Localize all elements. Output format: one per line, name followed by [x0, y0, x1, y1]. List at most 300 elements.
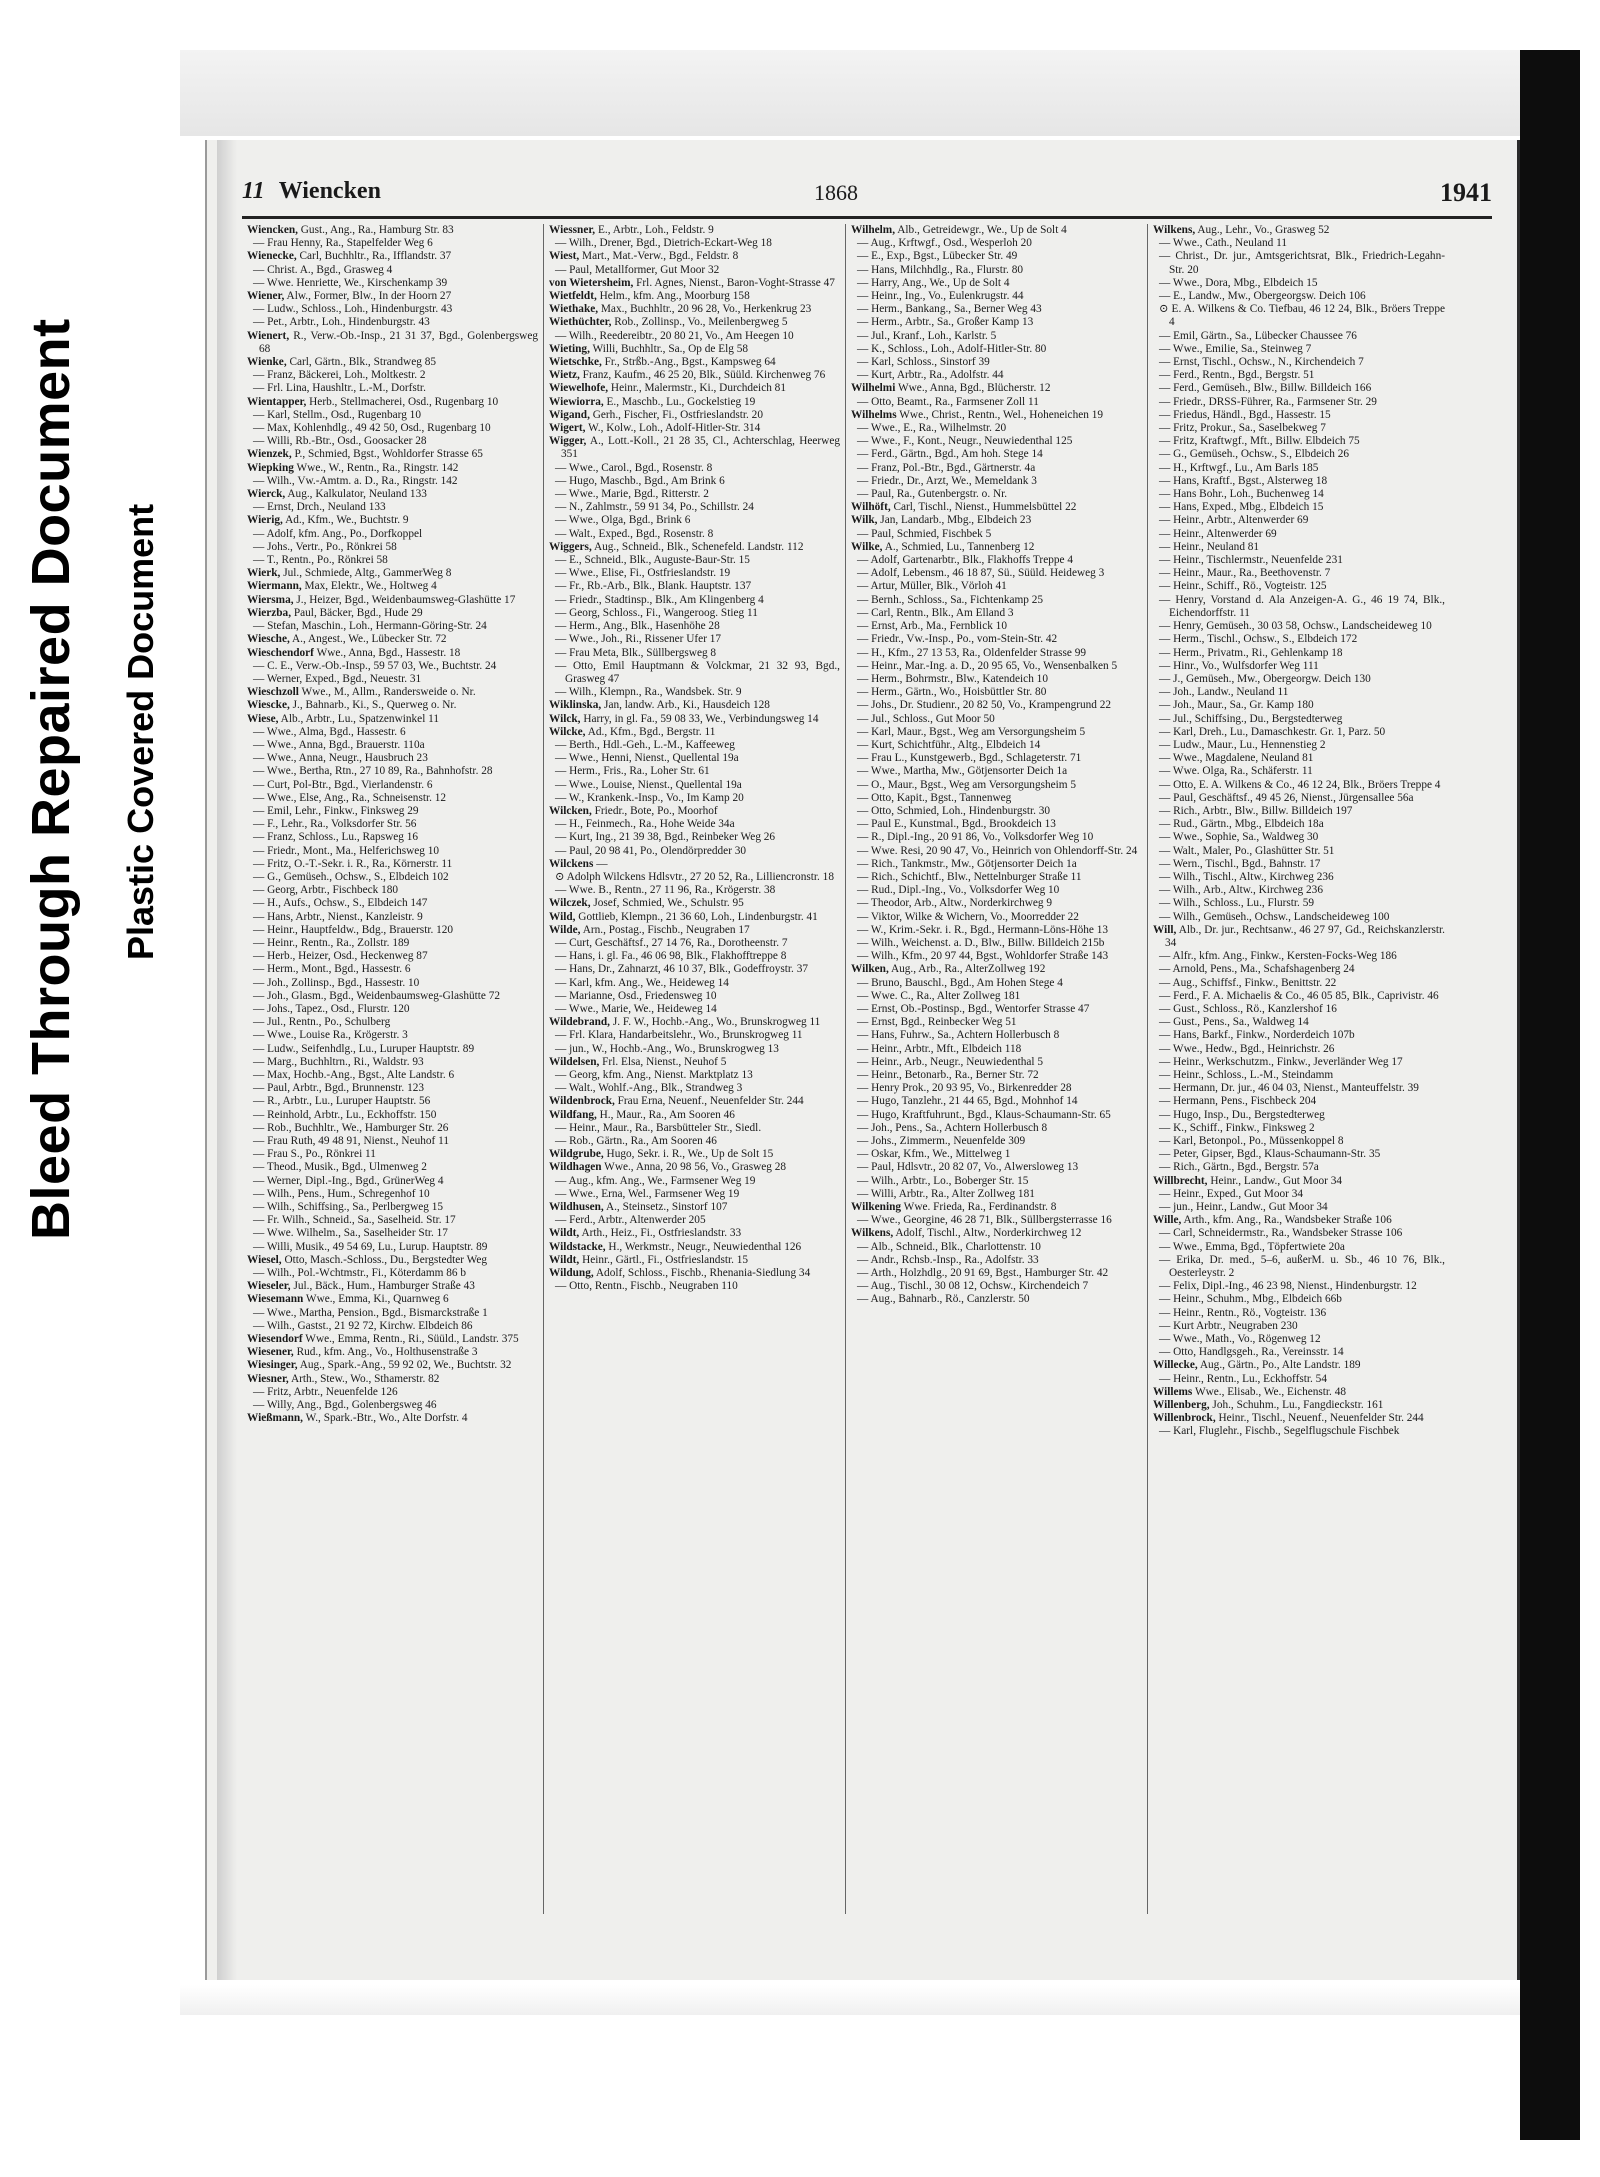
- scan-top-edge: [180, 50, 1520, 136]
- entry-text: —: [593, 857, 608, 870]
- entry-text: — E., Landw., Mw., Obergeorgsw. Deich 106: [1159, 290, 1366, 303]
- directory-entry: [247, 620, 538, 633]
- directory-entry: [549, 884, 840, 897]
- directory-entry: [247, 1095, 538, 1108]
- directory-entry: [247, 1056, 538, 1069]
- directory-entry: [1153, 541, 1445, 554]
- directory-entry: [549, 937, 840, 950]
- entry-text: — Paul, Hdlsvtr., 20 82 07, Vo., Alwersloweg 13: [857, 1161, 1079, 1174]
- directory-entry: [549, 739, 840, 752]
- entry-text: Heinr., Malermstr., Ki., Durchdeich 81: [608, 382, 786, 395]
- directory-entry: [549, 765, 840, 778]
- directory-entry: [1153, 1148, 1445, 1161]
- directory-entry: [247, 330, 538, 356]
- directory-entry: [549, 501, 840, 514]
- entry-text: — Franz, Bäckerei, Loh., Moltkestr. 2: [253, 369, 426, 382]
- directory-entry: [549, 818, 840, 831]
- entry-surname: Wiessner,: [549, 224, 596, 236]
- directory-entry: [247, 1161, 538, 1174]
- entry-text: — Frau Henny, Ra., Stapelfelder Weg 6: [253, 237, 433, 250]
- directory-entry: [247, 1399, 538, 1412]
- directory-entry: [247, 1135, 538, 1148]
- entry-text: — Wwe., Anna, Bgd., Brauerstr. 110a: [253, 738, 425, 751]
- directory-entry: [851, 1280, 1142, 1293]
- entry-surname: Wildfang,: [549, 1108, 597, 1121]
- directory-entry: [247, 594, 538, 607]
- entry-text: — Paul E., Kunstmal., Bgd., Brookdeich 13: [857, 818, 1056, 831]
- directory-entry: [851, 1095, 1142, 1108]
- directory-entry: [851, 1056, 1142, 1069]
- directory-entry: [247, 264, 538, 277]
- directory-entry: [549, 475, 840, 488]
- entry-text: Max, Elektr., We., Holtweg 4: [301, 580, 437, 593]
- entry-text: — Frau Meta, Blk., Süllbergsweg 8: [555, 646, 717, 659]
- directory-entry: [1153, 1135, 1445, 1148]
- directory-entry: [549, 277, 840, 290]
- entry-surname: Wiesendorf: [247, 1333, 303, 1346]
- directory-entry: [851, 382, 1142, 395]
- column-3: [846, 224, 1148, 1914]
- entry-text: Jan, Landarb., Mbg., Elbdeich 23: [877, 514, 1032, 527]
- entry-text: — Berth., Hdl.-Geh., L.-M., Kaffeeweg: [555, 738, 735, 751]
- directory-entry: [549, 541, 840, 554]
- entry-text: H., Maur., Ra., Am Sooren 46: [596, 1108, 735, 1121]
- entry-text: — Hans, Arbtr., Nienst., Kanzleistr. 9: [253, 910, 423, 923]
- directory-entry: [549, 290, 840, 303]
- directory-entry: [851, 290, 1142, 303]
- directory-entry: [247, 1227, 538, 1240]
- entry-text: — E., Exp., Bgst., Lübecker Str. 49: [857, 250, 1018, 263]
- directory-entry: [549, 1188, 840, 1201]
- entry-text: — Heinr., Rentn., Rö., Vogteistr. 136: [1159, 1306, 1327, 1319]
- entry-surname: Willems: [1153, 1385, 1193, 1398]
- directory-entry: [247, 356, 538, 369]
- directory-entry: [1153, 1043, 1445, 1056]
- directory-entry: [549, 224, 840, 237]
- entry-text: — Paul, 20 98 41, Po., Olendörpredder 30: [555, 844, 747, 857]
- directory-entry: [247, 752, 538, 765]
- entry-text: — Fritz, Arbtr., Neuenfelde 126: [253, 1385, 398, 1398]
- entry-text: — Wwe., Louise Ra., Krögerstr. 3: [253, 1029, 408, 1042]
- entry-surname: Wildstacke,: [549, 1240, 606, 1253]
- entry-surname: Wild,: [549, 910, 576, 923]
- directory-entry: [247, 475, 538, 488]
- entry-text: — Wwe., F., Kont., Neugr., Neuwiedenthal 125: [857, 435, 1073, 448]
- directory-entry: [1153, 435, 1445, 448]
- directory-entry: [247, 1201, 538, 1214]
- entry-surname: Wilckens: [549, 857, 594, 870]
- entry-text: — Joh., Landw., Neuland 11: [1159, 686, 1289, 699]
- directory-entry: [247, 1333, 538, 1346]
- directory-entry: [549, 462, 840, 475]
- directory-entry: [247, 739, 538, 752]
- entry-text: — Karl, Fluglehr., Fischb., Segelflugschule Fischbek: [1159, 1425, 1400, 1438]
- entry-text: — Hans, Barkf., Finkw., Norderdeich 107b: [1159, 1029, 1355, 1042]
- entry-text: — Rich., Gärtn., Bgd., Bergstr. 57a: [1159, 1161, 1319, 1174]
- directory-entry: [247, 1293, 538, 1306]
- entry-text: — Herm., Privatm., Ri., Gehlenkamp 18: [1159, 646, 1343, 659]
- entry-text: E., Arbtr., Loh., Feldstr. 9: [595, 224, 714, 236]
- directory-entry: [1153, 1346, 1445, 1359]
- entry-text: Gust., Ang., Ra., Hamburg Str. 83: [297, 224, 454, 236]
- entry-text: — Heinr., Maur., Ra., Beethovenstr. 7: [1159, 567, 1331, 580]
- directory-entry: [247, 884, 538, 897]
- directory-entry: [549, 580, 840, 593]
- entry-text: — Heinr., Arbtr., Mft., Elbdeich 118: [857, 1042, 1022, 1055]
- entry-text: — H., Aufs., Ochsw., S., Elbdeich 147: [253, 897, 428, 910]
- directory-entry: [851, 1109, 1142, 1122]
- entry-text: — Wwe., Math., Vo., Rögenweg 12: [1159, 1333, 1321, 1346]
- directory-entry: [247, 528, 538, 541]
- header-rule: [242, 216, 1492, 219]
- entry-text: — H., Feinmech., Ra., Hohe Weide 34a: [555, 818, 735, 831]
- directory-entry: [549, 924, 840, 937]
- entry-text: — Willi, Arbtr., Ra., Alter Zollweg 181: [857, 1187, 1035, 1200]
- entry-surname: Wigger,: [549, 435, 587, 448]
- entry-surname: Wildenbrock,: [549, 1095, 615, 1108]
- directory-entry: [851, 277, 1142, 290]
- directory-entry: [247, 871, 538, 884]
- entry-surname: Wiermann,: [247, 580, 302, 593]
- directory-entry: [851, 594, 1142, 607]
- directory-entry: [1153, 633, 1445, 646]
- directory-entry: [1153, 1016, 1445, 1029]
- directory-entry: [247, 831, 538, 844]
- entry-text: — Wwe., Elise, Fi., Ostfrieslandstr. 19: [555, 567, 731, 580]
- entry-text: Alw., Former, Blw., In der Hoorn 27: [284, 290, 452, 303]
- directory-entry: [1153, 567, 1445, 580]
- entry-surname: Wienzek,: [247, 448, 292, 461]
- directory-entry: [247, 316, 538, 329]
- entry-surname: Wildung,: [549, 1267, 594, 1280]
- directory-entry: [1153, 897, 1445, 910]
- entry-text: Willi, Buchhltr., Sa., Op de Elg 58: [589, 342, 749, 355]
- entry-text: — W., Krim.-Sekr. i. R., Bgd., Hermann-Löns-Höhe 13: [857, 923, 1109, 936]
- directory-entry: [1153, 950, 1445, 963]
- directory-entry: [851, 831, 1142, 844]
- directory-entry: [549, 528, 840, 541]
- directory-entry: [851, 620, 1142, 633]
- directory-entry: [247, 488, 538, 501]
- directory-entry: [247, 673, 538, 686]
- entry-text: — Friedr., DRSS-Führer, Ra., Farmsener Str. 29: [1159, 395, 1377, 408]
- directory-entry: [1153, 1069, 1445, 1082]
- entry-text: — Werner, Dipl.-Ing., Bgd., GrünerWeg 4: [253, 1174, 444, 1187]
- entry-text: — Wwe., Sophie, Sa., Waldweg 30: [1159, 831, 1319, 844]
- directory-entry: [1153, 369, 1445, 382]
- directory-entry: [1153, 726, 1445, 739]
- directory-entry: [1153, 396, 1445, 409]
- directory-entry: [851, 475, 1142, 488]
- entry-text: Frl. Elsa, Nienst., Neuhof 5: [599, 1055, 727, 1068]
- directory-entry: [549, 911, 840, 924]
- directory-entry: [1153, 1280, 1445, 1293]
- entry-text: — Max, Kohlenhdlg., 49 42 50, Osd., Rugenbarg 10: [253, 422, 491, 435]
- entry-text: Alb., Getreidewgr., We., Up de Solt 4: [895, 224, 1067, 236]
- directory-entry: [1153, 990, 1445, 1003]
- directory-entry: [247, 726, 538, 739]
- entry-text: — Hermann, Pens., Fischbeck 204: [1159, 1095, 1317, 1108]
- entry-surname: Wiewiorra,: [549, 395, 604, 408]
- entry-text: E., Maschb., Lu., Gockelstieg 19: [603, 395, 756, 408]
- directory-entry: [851, 514, 1142, 527]
- entry-text: — Hugo, Insp., Du., Bergstedterweg: [1159, 1108, 1325, 1121]
- entry-text: — Carl, Schneidermstr., Ra., Wandsbeker Strasse 106: [1159, 1227, 1403, 1240]
- directory-entry: [851, 1043, 1142, 1056]
- entry-surname: Wiesener,: [247, 1346, 294, 1359]
- directory-entry: [549, 316, 840, 329]
- directory-entry: [1153, 831, 1445, 844]
- directory-entry: [1153, 343, 1445, 356]
- directory-entry: [247, 396, 538, 409]
- directory-entry: [549, 422, 840, 435]
- directory-entry: [851, 462, 1142, 475]
- entry-text: — Heinr., Rentn., Lu., Eckhoffstr. 54: [1159, 1372, 1327, 1385]
- entry-text: — Herm., Fris., Ra., Loher Str. 61: [555, 765, 710, 778]
- directory-entry: [549, 1148, 840, 1161]
- entry-text: Aug., Arb., Ra., AlterZollweg 192: [888, 963, 1046, 976]
- directory-entry: [247, 950, 538, 963]
- entry-surname: Wildelsen,: [549, 1055, 600, 1068]
- entry-surname: Wilck,: [549, 712, 581, 725]
- directory-entry: [851, 554, 1142, 567]
- directory-entry: [851, 1069, 1142, 1082]
- directory-entry: [1153, 752, 1445, 765]
- directory-entry: [247, 937, 538, 950]
- entry-text: — Wilh., Pens., Hum., Schregenhof 10: [253, 1187, 430, 1200]
- entry-text: Aug., Kalkulator, Neuland 133: [285, 488, 427, 501]
- directory-entry: [851, 1122, 1142, 1135]
- entry-text: — Otto, Emil Hauptmann & Volckmar, 21 32 93, Bgd., Grasweg 47: [555, 659, 840, 685]
- directory-entry: [247, 1109, 538, 1122]
- directory-entry: [247, 779, 538, 792]
- directory-entry: [851, 673, 1142, 686]
- entry-text: — Christ., Dr. jur., Amtsgerichtsrat, Blk., Friedrich-Legahn-Str. 20: [1159, 250, 1445, 276]
- entry-text: — Heinr., Ing., Vo., Eulenkrugstr. 44: [857, 290, 1024, 303]
- directory-entry: [851, 765, 1142, 778]
- entry-text: — Heinr., Betonarb., Ra., Berner Str. 72: [857, 1069, 1039, 1081]
- directory-entry: [247, 660, 538, 673]
- entry-text: — Wilh., Kfm., 20 97 44, Bgst., Wohldorfer Straße 143: [857, 950, 1109, 963]
- directory-entry: [549, 831, 840, 844]
- entry-surname: Wilhelm,: [851, 224, 896, 236]
- entry-surname: Wilhelmi: [851, 382, 896, 395]
- entry-text: — Hans, Exped., Mbg., Elbdeich 15: [1159, 501, 1324, 514]
- entry-text: Herb., Stellmacherei, Osd., Rugenbarg 10: [306, 395, 499, 408]
- entry-text: Gerh., Fischer, Fi., Ostfrieslandstr. 20: [589, 408, 763, 421]
- entry-text: Adolf, Schloss., Fischb., Rhenania-Siedlung 34: [593, 1267, 811, 1280]
- directory-page: [205, 140, 1520, 1980]
- entry-surname: Willenberg,: [1153, 1399, 1210, 1412]
- directory-entry: [851, 1254, 1142, 1267]
- entry-text: — Wwe., Marie, Bgd., Ritterstr. 2: [555, 488, 709, 501]
- directory-entry: [1153, 1359, 1445, 1372]
- entry-text: — Otto, Beamt., Ra., Farmsener Zoll 11: [857, 395, 1039, 408]
- directory-entry: [549, 356, 840, 369]
- entry-surname: Willbrecht,: [1153, 1174, 1208, 1187]
- plastic-covered-label: Plastic Covered Document: [120, 503, 161, 960]
- entry-text: — Ernst, Drch., Neuland 133: [253, 501, 386, 514]
- directory-entry: [1153, 1095, 1445, 1108]
- directory-entry: [247, 422, 538, 435]
- directory-entry: [851, 264, 1142, 277]
- entry-text: — Andr., Rchsb.-Insp., Ra., Adolfstr. 33: [857, 1253, 1039, 1266]
- entry-text: — Willi, Rb.-Btr., Osd., Goosacker 28: [253, 435, 427, 448]
- entry-text: — Herb., Heizer, Osd., Heckenweg 87: [253, 950, 428, 963]
- entry-text: Aug., Schneid., Blk., Schenefeld. Landstr. 112: [591, 540, 804, 553]
- entry-text: — jun., W., Hochb.-Ang., Wo., Brunskrogweg 13: [555, 1042, 779, 1055]
- header-left: [242, 178, 381, 205]
- entry-surname: Wilkens,: [851, 1227, 894, 1240]
- entry-text: — Joh., Pens., Sa., Achtern Hollerbusch 8: [857, 1121, 1048, 1134]
- entry-text: — Ludw., Schloss., Loh., Hindenburgstr. 43: [253, 303, 453, 316]
- directory-entry: [247, 633, 538, 646]
- entry-text: Wwe., Emma, Ki., Quarnweg 6: [303, 1293, 449, 1306]
- directory-entry: [1153, 475, 1445, 488]
- entry-text: — Max, Hochb.-Ang., Bgst., Alte Landstr. 6: [253, 1069, 455, 1081]
- directory-entry: [851, 567, 1142, 580]
- entry-text: — Henry, Vorstand d. Ala Anzeigen-A. G., 46 19 74, Blk., Eichendorffstr. 11: [1159, 593, 1445, 619]
- entry-text: — Stefan, Maschin., Loh., Hermann-Göring-Str. 24: [253, 620, 487, 633]
- entry-text: — Wwe., Cath., Neuland 11: [1159, 237, 1288, 250]
- directory-entry: [851, 660, 1142, 673]
- entry-text: — Wilh., Gastst., 21 92 72, Kirchw. Elbdeich 86: [253, 1319, 473, 1332]
- directory-entry: [1153, 765, 1445, 778]
- entry-text: Arth., kfm. Ang., Ra., Wandsbeker Straße 106: [1181, 1214, 1392, 1227]
- entry-text: Wwe., W., Rentn., Ra., Ringstr. 142: [293, 461, 459, 474]
- entry-text: — Fritz, O.-T.-Sekr. i. R., Ra., Körnerstr. 11: [253, 857, 453, 870]
- entry-surname: Wieseler,: [247, 1280, 291, 1293]
- directory-entry: [247, 303, 538, 316]
- directory-entry: [851, 633, 1142, 646]
- entry-text: — Friedr., Stadtinsp., Blk., Am Klingenberg 4: [555, 593, 764, 606]
- directory-entry: [549, 1043, 840, 1056]
- directory-entry: [549, 977, 840, 990]
- entry-text: R., Verw.-Ob.-Insp., 21 31 37, Bgd., Golenbergsweg 68: [259, 329, 538, 355]
- entry-text: — Wilh., Pol.-Wchtmstr., Fi., Köterdamm 86 b: [253, 1267, 467, 1280]
- directory-entry: [549, 686, 840, 699]
- entry-text: Wwe., Elisab., We., Eichenstr. 48: [1192, 1385, 1347, 1398]
- entry-text: — Ferd., Gärtn., Bgd., Am hoh. Stege 14: [857, 448, 1043, 461]
- entry-surname: Wierzba,: [247, 606, 292, 619]
- directory-entry: [549, 488, 840, 501]
- directory-entry: [1153, 250, 1445, 276]
- directory-entry: [1153, 620, 1445, 633]
- directory-entry: [851, 871, 1142, 884]
- entry-text: — Rich., Tankmstr., Mw., Götjensorter Deich 1a: [857, 857, 1077, 870]
- header-year-right: 1941: [1440, 178, 1492, 207]
- entry-text: — Ernst, Tischl., Ochsw., N., Kirchendeich 7: [1159, 356, 1364, 369]
- entry-surname: Wildhagen: [549, 1161, 602, 1174]
- entry-text: — Heinr., Maur., Ra., Barsbütteler Str., Siedl.: [555, 1121, 762, 1134]
- entry-text: Arth., Heiz., Fi., Ostfrieslandstr. 33: [579, 1227, 742, 1240]
- entry-text: — Heinr., Rentn., Ra., Zollstr. 189: [253, 936, 410, 949]
- entry-text: — Paul, Metallformer, Gut Moor 32: [555, 263, 720, 276]
- entry-text: — Jul., Rentn., Po., Schulberg: [253, 1016, 391, 1029]
- entry-text: — Ferd., F. A. Michaelis & Co., 46 05 85, Blk., Caprivistr. 46: [1159, 989, 1439, 1002]
- directory-entry: [851, 1214, 1142, 1227]
- directory-entry: [1153, 1320, 1445, 1333]
- entry-text: — Kurt, Schichtführ., Altg., Elbdeich 14: [857, 738, 1041, 751]
- entry-text: Ad., Kfm., We., Buchtstr. 9: [282, 514, 409, 527]
- entry-text: — Wilh., Drener, Bgd., Dietrich-Eckart-Weg 18: [555, 237, 772, 250]
- entry-text: — Wwe., Erna, Wel., Farmsener Weg 19: [555, 1187, 740, 1200]
- entry-text: — Erika, Dr. med., 5–6, außerM. u. Sb., 46 10 76, Blk., Oesterleystr. 2: [1159, 1253, 1445, 1280]
- entry-text: — Joh., Zollinsp., Bgd., Hassestr. 10: [253, 976, 420, 989]
- directory-entry: [247, 1043, 538, 1056]
- directory-entry: [247, 1254, 538, 1267]
- entry-text: Wwe. Frieda, Ra., Ferdinandstr. 8: [901, 1201, 1057, 1214]
- directory-entry: [1153, 647, 1445, 660]
- directory-entry: [851, 435, 1142, 448]
- entry-text: Joh., Schuhm., Lu., Fangdieckstr. 161: [1209, 1399, 1384, 1412]
- entry-text: — Wwe., Else, Ang., Ra., Schneisenstr. 12: [253, 791, 447, 804]
- directory-entry: [851, 1135, 1142, 1148]
- directory-entry: [247, 818, 538, 831]
- directory-entry: [1153, 1056, 1445, 1069]
- directory-entry: [247, 1412, 538, 1425]
- directory-entry: [549, 1267, 840, 1280]
- directory-entry: [549, 567, 840, 580]
- entry-text: — Wwe., Dora, Mbg., Elbdeich 15: [1159, 276, 1318, 289]
- directory-entry: [549, 303, 840, 316]
- directory-entry: [549, 382, 840, 395]
- entry-text: — Wwe., Louise, Nienst., Quellental 19a: [555, 778, 742, 791]
- entry-text: — Ferd., Rentn., Bgd., Bergstr. 51: [1159, 369, 1315, 382]
- directory-entry: [247, 1188, 538, 1201]
- directory-entry: [851, 356, 1142, 369]
- directory-entry: [1153, 1399, 1445, 1412]
- directory-entry: [549, 779, 840, 792]
- entry-text: — Peter, Gipser, Bgd., Klaus-Schaumann-Str. 35: [1159, 1148, 1381, 1161]
- entry-text: — Frau S., Po., Rönkrei 11: [253, 1148, 376, 1161]
- entry-text: — Artur, Müller, Blk., Vörloh 41: [857, 580, 1007, 593]
- entry-surname: Wiescke,: [247, 699, 290, 712]
- directory-entry: [1153, 739, 1445, 752]
- entry-text: — Emil, Lehr., Finkw., Finksweg 29: [253, 804, 419, 817]
- directory-entry: [247, 924, 538, 937]
- entry-text: — Karl, Betonpol., Po., Müssenkoppel 8: [1159, 1135, 1344, 1148]
- entry-text: Arn., Postag., Fischb., Neugraben 17: [580, 923, 750, 936]
- directory-entry: [549, 1095, 840, 1108]
- entry-text: — Aug., Bahnarb., Rö., Canzlerstr. 50: [857, 1293, 1030, 1306]
- entry-text: — Harry, Ang., We., Up de Solt 4: [857, 276, 1010, 289]
- entry-text: — Jul., Kranf., Loh., Karlstr. 5: [857, 329, 997, 342]
- directory-entry: [549, 435, 840, 461]
- entry-text: — Wwe. C., Ra., Alter Zollweg 181: [857, 989, 1021, 1002]
- entry-text: — Franz, Schloss., Lu., Rapsweg 16: [253, 831, 419, 844]
- entry-text: — Otto, Rentn., Fischb., Neugraben 110: [555, 1280, 738, 1293]
- directory-entry: [247, 699, 538, 712]
- entry-text: — Friedr., Dr., Arzt, We., Memeldank 3: [857, 474, 1037, 487]
- entry-surname: Wierk,: [247, 567, 281, 580]
- directory-entry: [247, 580, 538, 593]
- directory-entry: [1153, 1293, 1445, 1306]
- directory-entry: [1153, 1307, 1445, 1320]
- entry-text: — Wwe. Resi, 20 90 47, Vo., Heinrich von Ohlendorff-Str. 24: [857, 844, 1138, 857]
- entry-text: — Wwe., Joh., Ri., Rissener Ufer 17: [555, 633, 722, 646]
- directory-entry: [851, 1003, 1142, 1016]
- directory-entry: [851, 316, 1142, 329]
- directory-entry: [851, 647, 1142, 660]
- directory-entry: [851, 580, 1142, 593]
- entry-surname: Will,: [1153, 923, 1177, 936]
- entry-text: — Otto, Kapit., Bgst., Tannenweg: [857, 791, 1012, 804]
- directory-entry: [247, 1016, 538, 1029]
- entry-text: — N., Zahlmstr., 59 91 34, Po., Schillstr. 24: [555, 501, 754, 514]
- entry-text: — W., Krankenk.-Insp., Vo., Im Kamp 20: [555, 791, 744, 804]
- directory-entry: [851, 818, 1142, 831]
